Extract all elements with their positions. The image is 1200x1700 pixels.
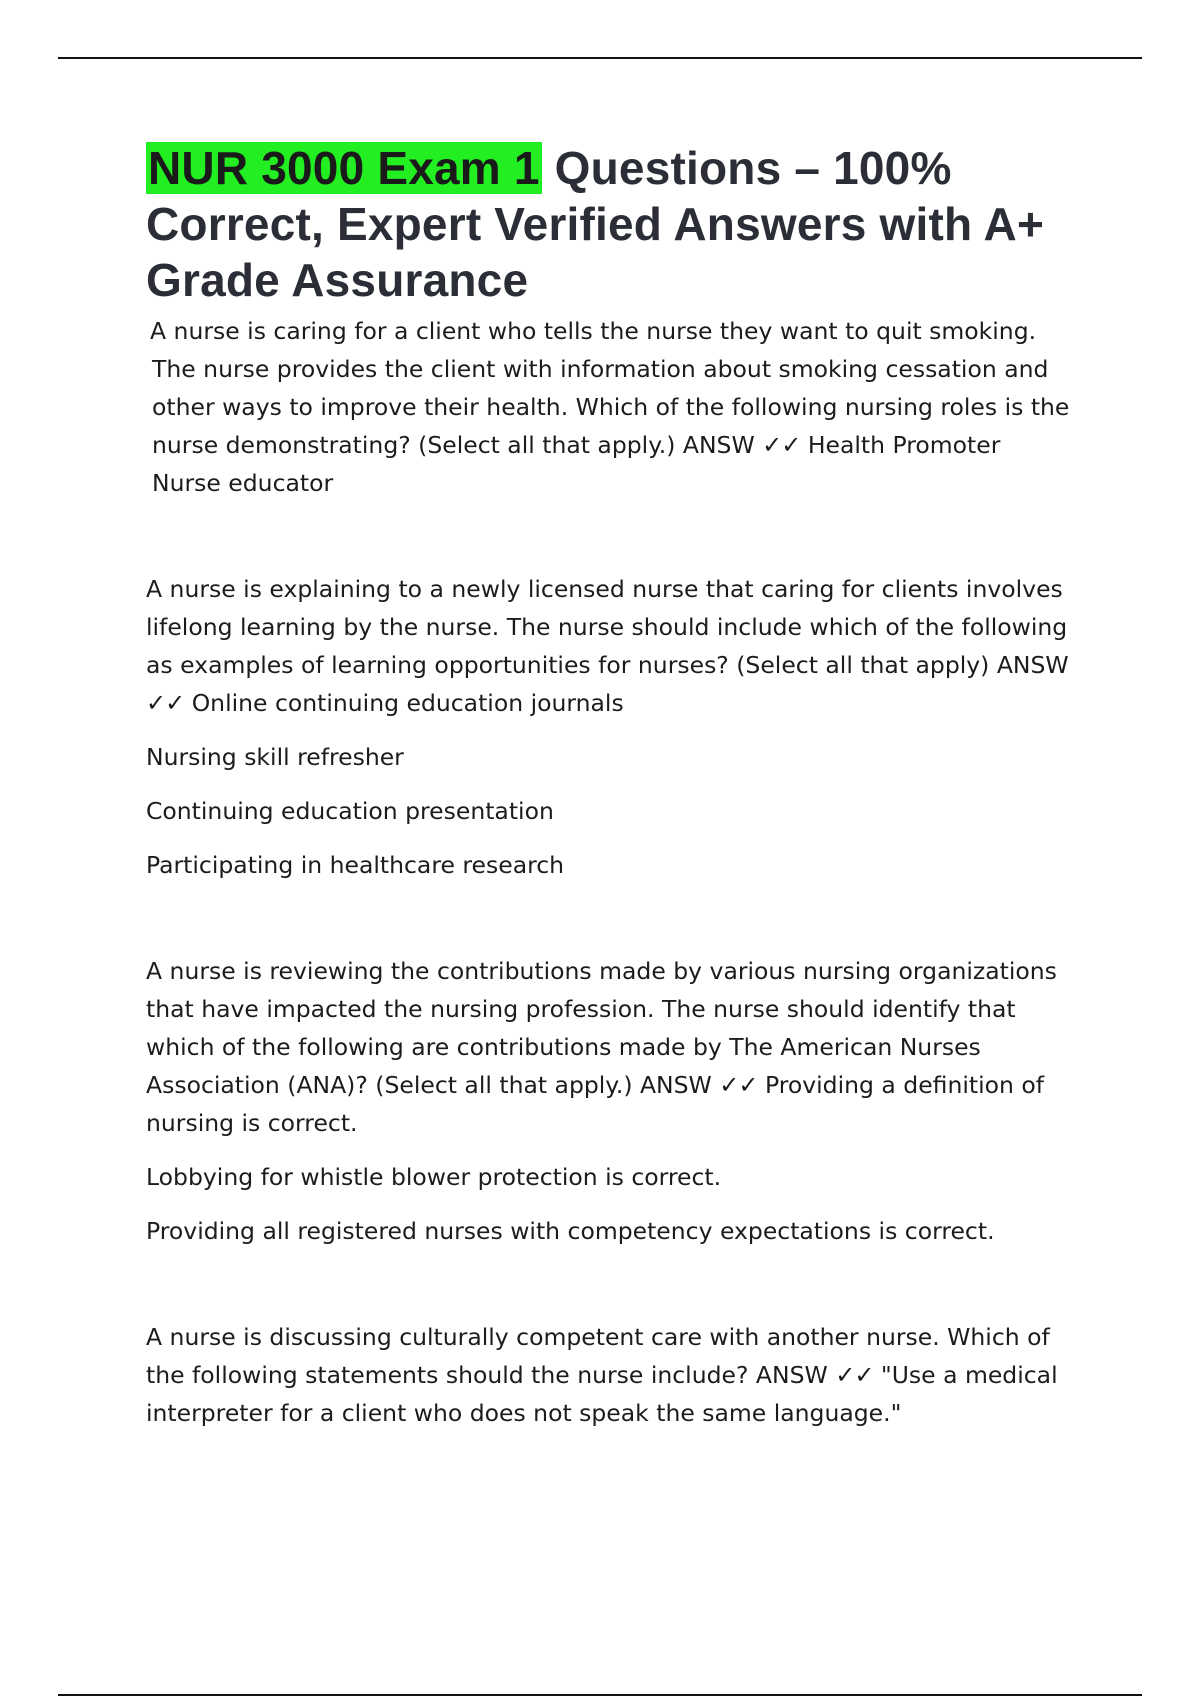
answer-marker: ANSW	[639, 1071, 712, 1099]
bottom-rule	[58, 1694, 1142, 1696]
question-block-3	[146, 952, 1076, 1250]
title-highlight: NUR 3000 Exam 1	[148, 142, 540, 194]
answer-line: Providing all registered nurses with competency expectations is correct.	[146, 1217, 995, 1245]
question-block-1	[146, 312, 1076, 502]
question-text: A nurse is explaining to a newly licensed nurse that caring for clients involves lifelong learning by the nurse. The nurse should include which of the following as examples of learning opportunities for nurses? (Select all that apply)	[146, 575, 1068, 679]
answer-text: "Use a medical interpreter for a client who does not speak the same language."	[146, 1361, 1058, 1427]
question-answer-3	[146, 952, 1076, 1142]
document-title	[146, 140, 1076, 308]
answer-text: Online continuing education journals	[184, 689, 624, 717]
answer-marker: ANSW	[682, 431, 755, 459]
answer-marker: ANSW	[996, 651, 1069, 679]
document-body	[146, 140, 1076, 1432]
question-text: A nurse is reviewing the contributions made by various nursing organizations that have impacted the nursing profession. The nurse should identify that which of the following are contributions made by The American Nurses Association (ANA)? (Select all that apply.)	[146, 957, 1057, 1099]
question-block-4	[146, 1318, 1076, 1432]
question-block-2	[146, 570, 1076, 884]
answer-line: Participating in healthcare research	[146, 851, 565, 879]
question-answer-2	[146, 570, 1076, 722]
question-answer-1	[152, 312, 1076, 502]
answer-line: Lobbying for whistle blower protection is correct.	[146, 1163, 722, 1191]
title-rest: Questions – 100% Correct, Expert Verified Answers with A+ Grade Assurance	[146, 142, 1045, 306]
question-text: A nurse is discussing culturally competent care with another nurse. Which of the following statements should the nurse include?	[146, 1323, 1050, 1389]
question-text: A nurse is caring for a client who tells the nurse they want to quit smoking. The nurse provides the client with information about smoking cessation and other ways to improve their health. Which of the following nursing roles is the nurse demonstrating? (Select all that apply.)	[150, 317, 1070, 459]
top-rule	[58, 57, 1142, 59]
answer-text: Providing a definition of nursing is correct.	[146, 1071, 1045, 1137]
answer-marker: ANSW	[755, 1361, 828, 1389]
answer-text: Health Promoter Nurse educator	[152, 431, 1001, 497]
answer-line: Nursing skill refresher	[146, 743, 404, 771]
double-check-icon: ✓✓	[719, 1071, 758, 1099]
answer-line: Continuing education presentation	[146, 797, 554, 825]
question-answer-4	[146, 1318, 1076, 1432]
double-check-icon: ✓✓	[762, 431, 801, 459]
double-check-icon: ✓✓	[835, 1361, 874, 1389]
double-check-icon: ✓✓	[146, 689, 185, 717]
